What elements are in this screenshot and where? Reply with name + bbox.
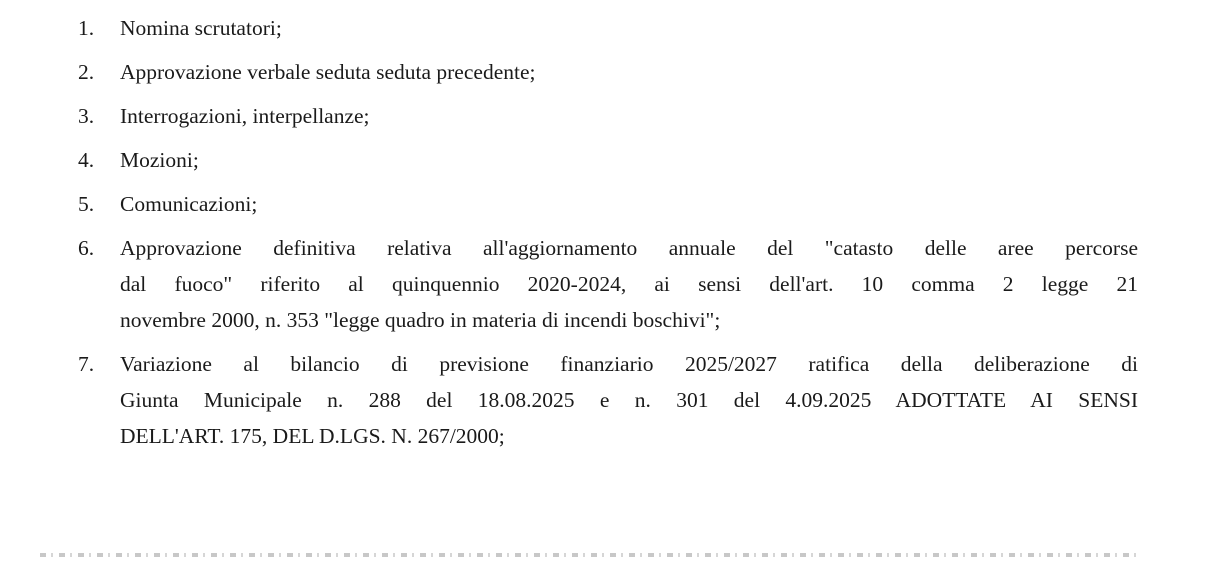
agenda-item-text	[120, 186, 1138, 222]
agenda-item-line: DELL'ART. 175, DEL D.LGS. N. 267/2000;	[120, 424, 505, 448]
agenda-list	[78, 10, 1138, 462]
agenda-item-number: 1.	[78, 16, 95, 40]
agenda-item-text	[120, 54, 1138, 90]
agenda-item-text	[120, 230, 1138, 338]
agenda-item-number: 2.	[78, 60, 95, 84]
agenda-item-line: dal fuoco" riferito al quinquennio 2020-2024, ai sensi dell'art. 10 comma 2 legge 21	[120, 272, 1138, 296]
agenda-item-line: Variazione al bilancio di previsione finanziario 2025/2027 ratifica della deliberazione di	[120, 352, 1138, 376]
agenda-item-number: 4.	[78, 148, 95, 172]
agenda-item-1	[78, 10, 1138, 46]
agenda-item-text	[120, 98, 1138, 134]
agenda-item-line: Interrogazioni, interpellanze;	[120, 104, 370, 128]
agenda-item-number: 7.	[78, 352, 95, 376]
cut-off-text-line	[40, 551, 1140, 559]
agenda-item-line: novembre 2000, n. 353 "legge quadro in materia di incendi boschivi";	[120, 308, 721, 332]
agenda-item-3	[78, 98, 1138, 134]
agenda-item-4	[78, 142, 1138, 178]
cut-off-text-fragment	[40, 553, 1140, 557]
agenda-item-7	[78, 346, 1138, 454]
agenda-item-number: 5.	[78, 192, 95, 216]
agenda-item-5	[78, 186, 1138, 222]
agenda-item-text	[120, 10, 1138, 46]
agenda-item-2	[78, 54, 1138, 90]
agenda-item-number: 3.	[78, 104, 95, 128]
agenda-item-line: Comunicazioni;	[120, 192, 258, 216]
agenda-item-text	[120, 346, 1138, 454]
agenda-item-text	[120, 142, 1138, 178]
agenda-item-line: Mozioni;	[120, 148, 199, 172]
agenda-item-number: 6.	[78, 236, 95, 260]
agenda-item-line: Approvazione definitiva relativa all'aggiornamento annuale del "catasto delle aree percorse	[120, 236, 1138, 260]
agenda-item-line: Approvazione verbale seduta seduta precedente;	[120, 60, 536, 84]
agenda-item-line: Nomina scrutatori;	[120, 16, 282, 40]
agenda-item-line: Giunta Municipale n. 288 del 18.08.2025 e n. 301 del 4.09.2025 ADOTTATE AI SENSI	[120, 388, 1138, 412]
agenda-item-6	[78, 230, 1138, 338]
